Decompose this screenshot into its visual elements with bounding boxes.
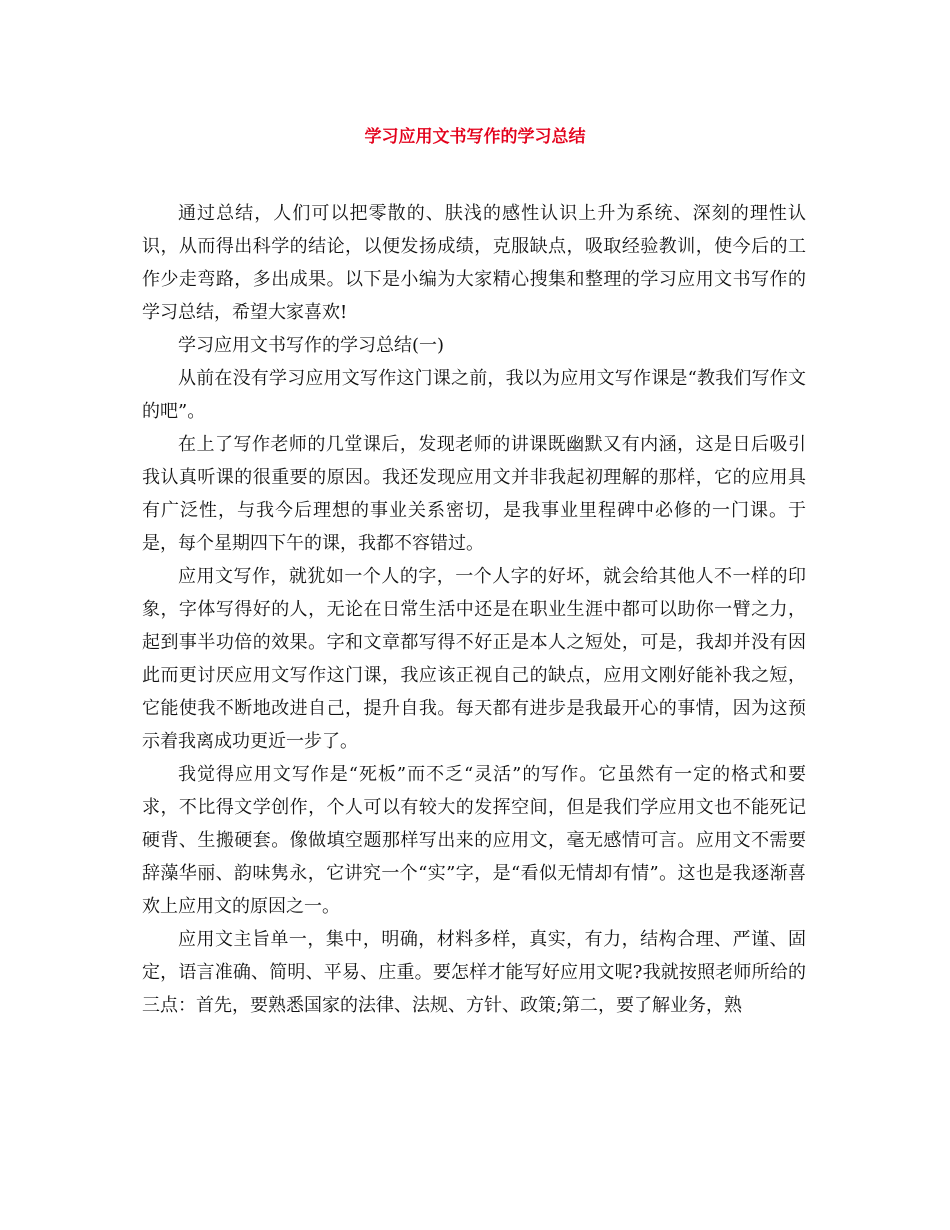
paragraph: 应用文写作，就犹如一个人的字，一个人字的好坏，就会给其他人不一样的印象，字体写得好的人，无论在日常生活中还是在职业生涯中都可以助你一臂之力，起到事半功倍的效果。字和文章都写得不好正是本人之短处，可是，我却并没有因此而更讨厌应用文写作这门课，我应该正视自己的缺点，应用文刚好能补我之短，它能使我不断地改进自己，提升自我。每天都有进步是我最开心的事情，因为这预示着我离成功更近一步了。	[142, 566, 806, 752]
paragraph: 应用文主旨单一，集中，明确，材料多样，真实，有力，结构合理、严谨、固定，语言准确、简明、平易、庄重。要怎样才能写好应用文呢?我就按照老师所给的三点：首先，要熟悉国家的法律、法规、方针、政策;第二，要了解业务，熟	[142, 929, 806, 1016]
document-body	[142, 197, 806, 1022]
paragraph: 在上了写作老师的几堂课后，发现老师的讲课既幽默又有内涵，这是日后吸引我认真听课的很重要的原因。我还发现应用文并非我起初理解的那样，它的应用具有广泛性，与我今后理想的事业关系密切，是我事业里程碑中必修的一门课。于是，每个星期四下午的课，我都不容错过。	[142, 434, 806, 554]
section-heading: 学习应用文书写作的学习总结(一)	[178, 335, 445, 356]
paragraph: 我觉得应用文写作是“死板”而不乏“灵活”的写作。它虽然有一定的格式和要求，不比得文学创作，个人可以有较大的发挥空间，但是我们学应用文也不能死记硬背、生搬硬套。像做填空题那样写出来的应用文，毫无感情可言。应用文不需要辞藻华丽、韵味隽永，它讲究一个“实”字，是“看似无情却有情”。这也是我逐渐喜欢上应用文的原因之一。	[142, 764, 806, 917]
document-title: 学习应用文书写作的学习总结	[364, 127, 586, 147]
paragraph: 从前在没有学习应用文写作这门课之前，我以为应用文写作课是“教我们写作文的吧”。	[142, 368, 806, 422]
paragraph-intro: 通过总结，人们可以把零散的、肤浅的感性认识上升为系统、深刻的理性认识，从而得出科学的结论，以便发扬成绩，克服缺点，吸取经验教训，使今后的工作少走弯路，多出成果。以下是小编为大家精心搜集和整理的学习应用文书写作的学习总结，希望大家喜欢!	[142, 203, 806, 323]
